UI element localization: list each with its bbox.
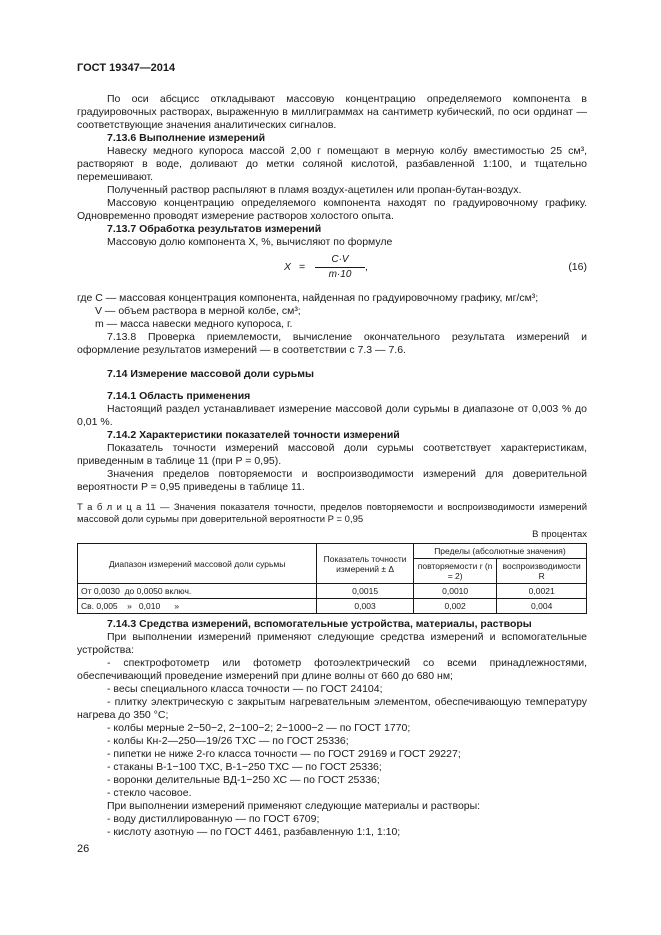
cell-R: 0,004: [497, 599, 587, 614]
heading-7-14-1: 7.14.1 Область применения: [107, 390, 251, 402]
cell-r: 0,0010: [413, 584, 496, 599]
list-item: - стекло часовое.: [107, 787, 192, 799]
formula-16: [77, 253, 587, 289]
cell-r: 0,002: [413, 599, 496, 614]
where-line: где C — массовая концентрация компонента, найденная по градуировочному графику, мг/см³;: [77, 292, 539, 304]
heading-7-13-7: 7.13.7 Обработка результатов измерений: [107, 223, 322, 235]
page-number: 26: [77, 843, 90, 855]
list-item: - плитку электрическую с закрытым нагревательным элементом, обеспечивающую температуру нагрева до 350 °С;: [77, 696, 587, 721]
th-accuracy: Показатель точности измерений ± Δ: [317, 544, 414, 584]
formula-numerator: C·V: [315, 253, 365, 268]
equipment-list: [77, 657, 587, 800]
paragraph: Значения пределов повторяемости и воспроизводимости измерений для доверительной вероятности P = 0,95 приведены в таблице 11.: [77, 468, 587, 493]
list-item: - колбы Кн-2—250—19/26 ТХС — по ГОСТ 25336;: [107, 735, 349, 747]
formula-lhs: X: [284, 261, 292, 273]
table-row: [78, 599, 587, 614]
table-caption: Т а б л и ц а 11 — Значения показателя точности, пределов повторяемости и воспроизводимости измерений массовой доли сурьмы при доверительной вероятности P = 0,95: [77, 502, 587, 525]
list-item: - колбы мерные 2−50−2, 2−100−2; 2−1000−2 — по ГОСТ 1770;: [107, 722, 411, 734]
table-row: [78, 584, 587, 599]
heading-7-14-3: 7.14.3 Средства измерений, вспомогательные устройства, материалы, растворы: [107, 618, 532, 630]
table-unit: В процентах: [532, 529, 587, 540]
list-item: - стаканы В-1−100 ТХС, В-1−250 ТХС — по ГОСТ 25336;: [107, 761, 382, 773]
paragraph: При выполнении измерений применяют следующие материалы и растворы:: [107, 800, 481, 812]
table-11: [77, 543, 587, 614]
materials-list: [77, 813, 587, 839]
paragraph: Навеску медного купороса массой 2,00 г помещают в мерную колбу вместимостью 25 см³, растворяют в воде, доливают до метки соляной кислотой, разбавленной 1:100, и тщательно перемешивают.: [77, 145, 587, 183]
formula-number: (16): [568, 261, 587, 273]
formula-comma: ,: [365, 261, 368, 273]
cell-R: 0,0021: [497, 584, 587, 599]
paragraph-7-13-8: 7.13.8 Проверка приемлемости, вычисление окончательного результата измерений и оформление результатов измерений — в соответствии с 7.3 — 7.6.: [77, 331, 587, 356]
th-repeatability: повторяемости r (n = 2): [413, 559, 496, 584]
paragraph: Показатель точности измерений массовой доли сурьмы соответствует характеристикам, приведенным в таблице 11 (при P = 0,95).: [77, 442, 587, 467]
heading-7-14-2: 7.14.2 Характеристики показателей точности измерений: [107, 429, 400, 441]
paragraph: Массовую концентрацию определяемого компонента находят по градуировочному графику. Одновременно проводят измерение растворов холостого опыта.: [77, 197, 587, 222]
paragraph: При выполнении измерений применяют следующие средства измерений и вспомогательные устройства:: [77, 631, 587, 656]
formula-fraction: [315, 253, 365, 281]
cell-range: От 0,0030 до 0,0050 включ.: [78, 584, 317, 599]
where-line: m — масса навески медного купороса, г.: [95, 318, 293, 330]
paragraph: Массовую долю компонента X, %, вычисляют по формуле: [107, 236, 393, 248]
page-content: [77, 93, 587, 839]
cell-accuracy: 0,0015: [317, 584, 414, 599]
paragraph: Полученный раствор распыляют в пламя воздух-ацетилен или пропан-бутан-воздух.: [107, 184, 522, 196]
list-item: - воду дистиллированную — по ГОСТ 6709;: [107, 813, 320, 825]
th-limits: Пределы (абсолютные значения): [413, 544, 586, 559]
paragraph-axes: По оси абсцисс откладывают массовую концентрацию определяемого компонента в градуировочных растворах, выраженную в миллиграммах на сантиметр кубический, по оси ординат — соответствующие значения аналитических сигналов.: [77, 93, 587, 131]
document-header: ГОСТ 19347—2014: [77, 62, 176, 74]
formula-denominator: m·10: [328, 269, 352, 280]
list-item: - кислоту азотную — по ГОСТ 4461, разбавленную 1:1, 1:10;: [107, 826, 401, 838]
list-item: - пипетки не ниже 2-го класса точности — по ГОСТ 29169 и ГОСТ 29227;: [107, 748, 461, 760]
formula-equals: =: [299, 261, 306, 273]
th-reproducibility: воспроизводимости R: [497, 559, 587, 584]
heading-7-14: 7.14 Измерение массовой доли сурьмы: [107, 368, 314, 380]
paragraph: Настоящий раздел устанавливает измерение массовой доли сурьмы в диапазоне от 0,003 % до 0,01 %.: [77, 403, 587, 428]
list-item: - весы специального класса точности — по ГОСТ 24104;: [107, 683, 383, 695]
where-line: V — объем раствора в мерной колбе, см³;: [95, 305, 301, 317]
list-item: - воронки делительные ВД-1−250 ХС — по ГОСТ 25336;: [107, 774, 380, 786]
cell-accuracy: 0,003: [317, 599, 414, 614]
heading-7-13-6: 7.13.6 Выполнение измерений: [107, 132, 266, 144]
cell-range: Св. 0,005 » 0,010 »: [78, 599, 317, 614]
th-range: Диапазон измерений массовой доли сурьмы: [78, 544, 317, 584]
list-item: - спектрофотометр или фотометр фотоэлектрический со всеми принадлежностями, обеспечивающий проведение измерений при длине волны от 660 до 680 нм;: [77, 657, 587, 682]
